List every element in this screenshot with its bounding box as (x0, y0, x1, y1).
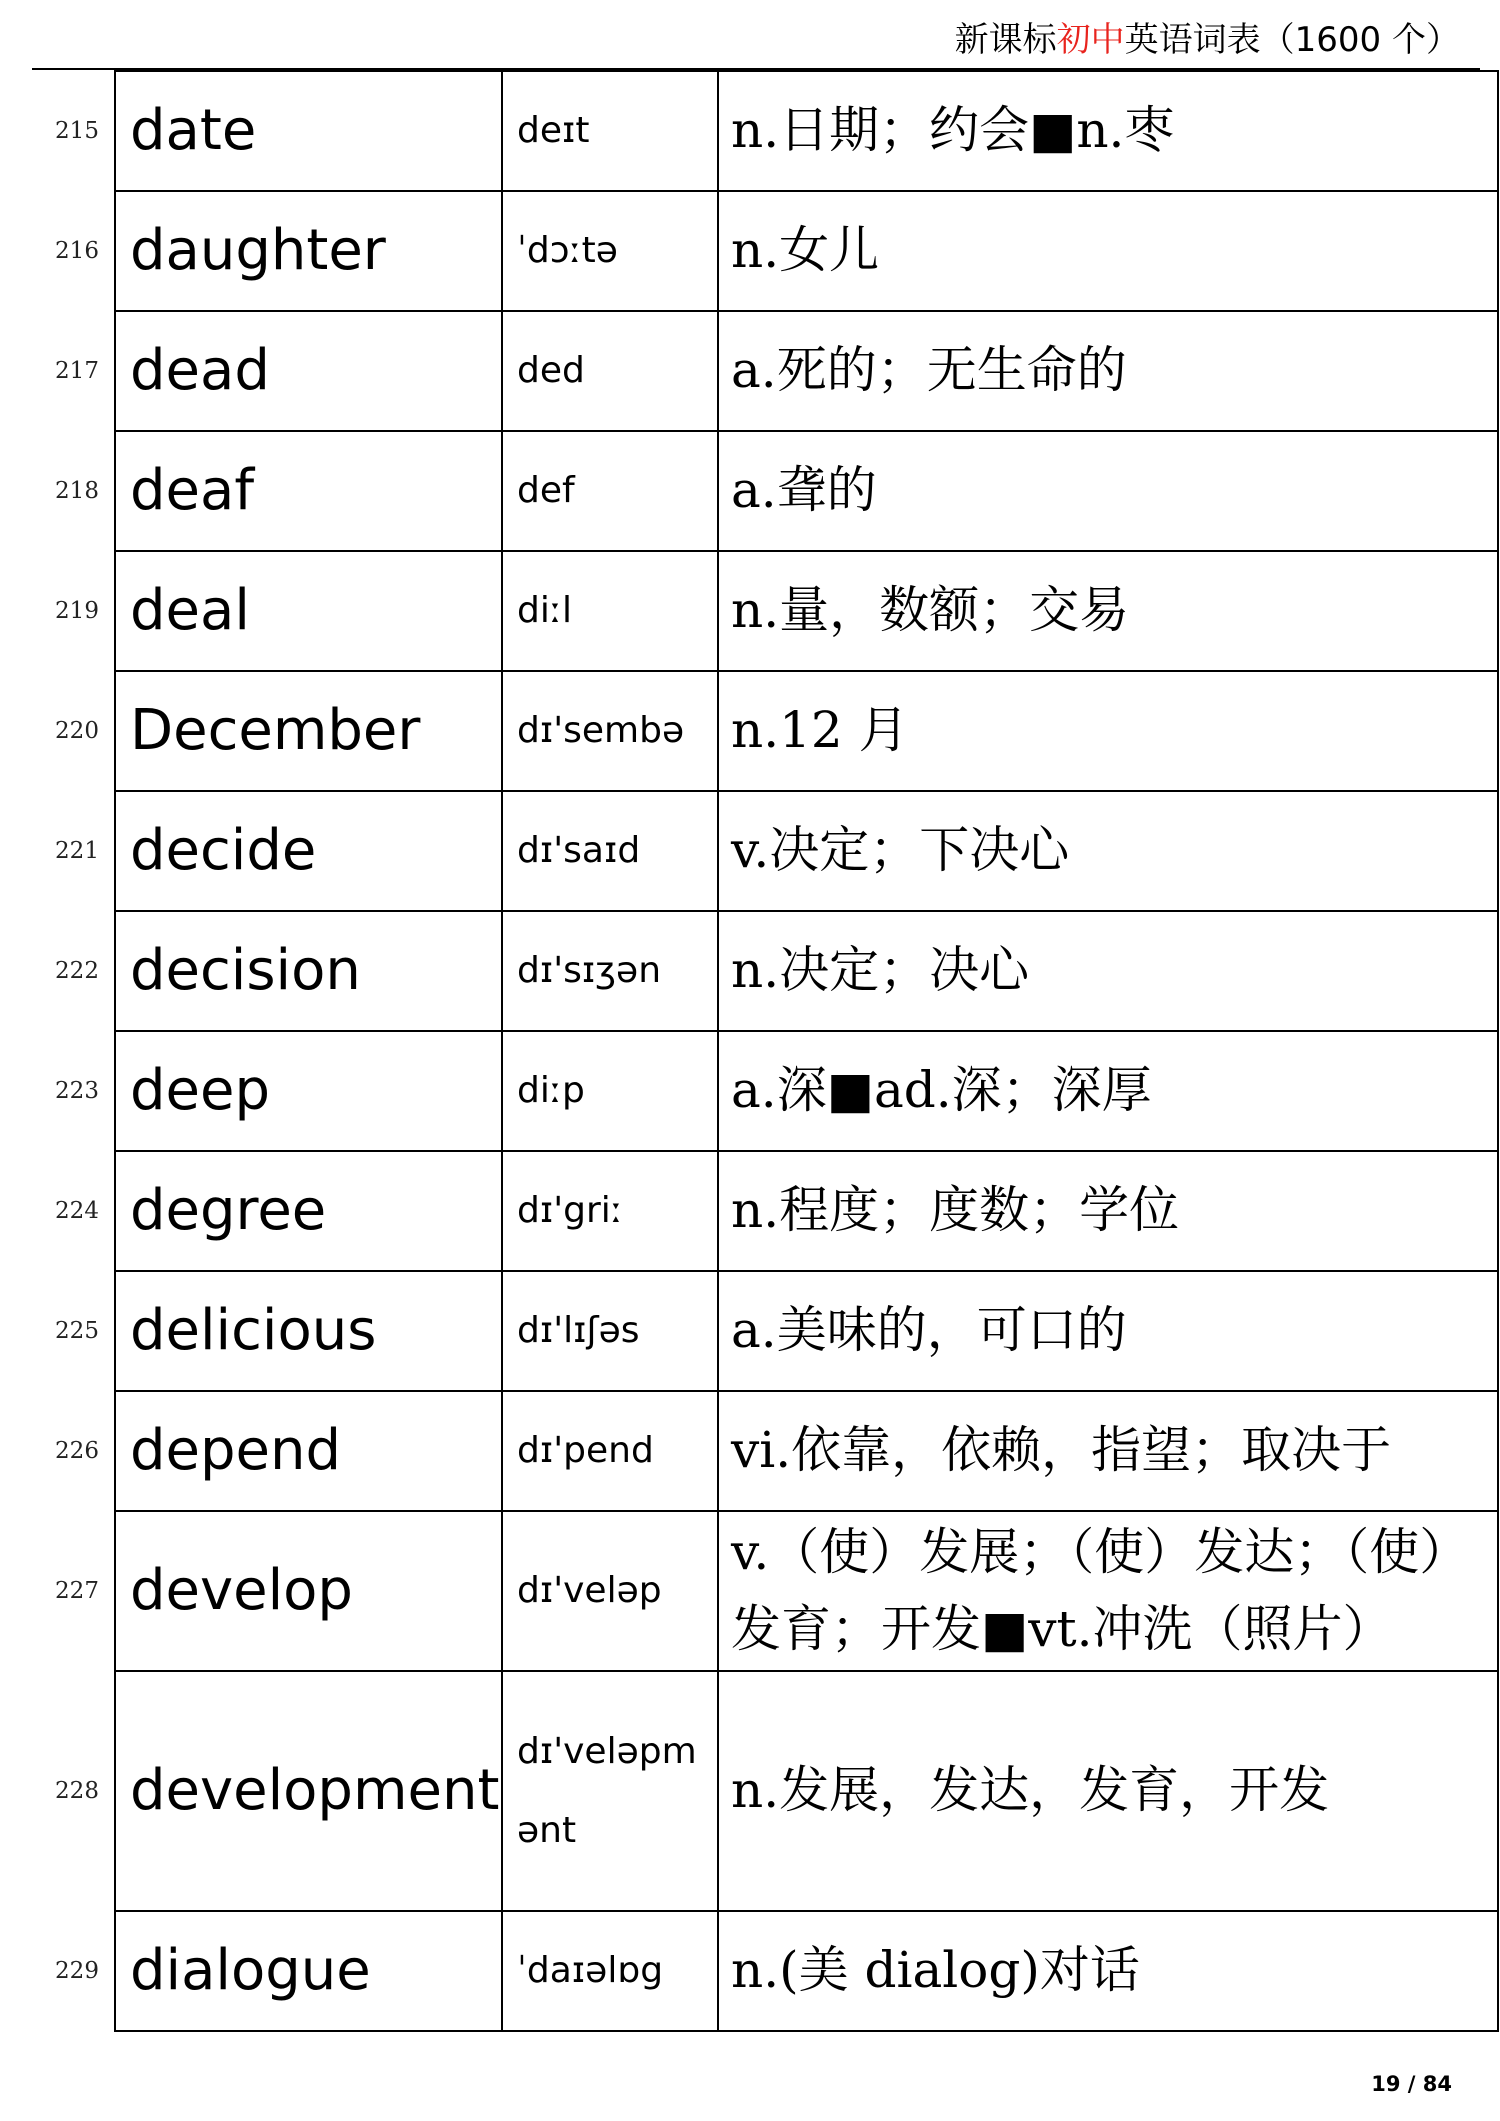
row-number: 221 (55, 838, 99, 864)
row-number: 225 (55, 1318, 99, 1344)
word-cell: dialogue (115, 1911, 502, 2031)
word-cell: decision (115, 911, 502, 1031)
table-row (115, 431, 1498, 551)
table-row (115, 71, 1498, 191)
row-number: 223 (55, 1078, 99, 1104)
definition-cell: a.美味的，可口的 (718, 1271, 1498, 1391)
phonetic-cell: dɪ'griː (502, 1151, 718, 1271)
row-number: 224 (55, 1198, 99, 1224)
table-row (115, 1671, 1498, 1911)
row-number: 226 (55, 1438, 99, 1464)
row-number: 216 (55, 238, 99, 264)
row-number: 229 (55, 1958, 99, 1984)
definition-cell: n.发展，发达，发育，开发 (718, 1671, 1498, 1911)
phonetic-cell: def (502, 431, 718, 551)
definition-cell: n.日期；约会■n.枣 (718, 71, 1498, 191)
row-number: 218 (55, 478, 99, 504)
phonetic-cell: dɪ'veləp (502, 1511, 718, 1671)
table-row (115, 1031, 1498, 1151)
table-row (115, 1391, 1498, 1511)
word-cell: develop (115, 1511, 502, 1671)
table-row (115, 311, 1498, 431)
word-cell: deal (115, 551, 502, 671)
word-cell: decide (115, 791, 502, 911)
phonetic-cell: deɪt (502, 71, 718, 191)
phonetic-cell: ded (502, 311, 718, 431)
word-cell: deaf (115, 431, 502, 551)
definition-cell: n.决定；决心 (718, 911, 1498, 1031)
row-number: 228 (55, 1778, 99, 1804)
phonetic-cell: dɪ'veləpmənt (502, 1671, 718, 1911)
word-cell: development (115, 1671, 502, 1911)
word-cell: dead (115, 311, 502, 431)
table-row (115, 911, 1498, 1031)
table-row (115, 191, 1498, 311)
phonetic-cell: dɪ'saɪd (502, 791, 718, 911)
row-number: 219 (55, 598, 99, 624)
row-number: 217 (55, 358, 99, 384)
table-row (115, 671, 1498, 791)
phonetic-cell: ˈdaɪəlɒg (502, 1911, 718, 2031)
page-header (955, 12, 1460, 61)
phonetic-cell: diːp (502, 1031, 718, 1151)
definition-cell: n.12 月 (718, 671, 1498, 791)
page-number: 19 / 84 (1371, 2072, 1452, 2096)
phonetic-cell: diːl (502, 551, 718, 671)
phonetic-cell: ˈdɔːtə (502, 191, 718, 311)
word-cell: depend (115, 1391, 502, 1511)
table-row (115, 1271, 1498, 1391)
word-cell: December (115, 671, 502, 791)
word-cell: daughter (115, 191, 502, 311)
definition-cell: n.(美 dialog)对话 (718, 1911, 1498, 2031)
phonetic-cell: dɪ'pend (502, 1391, 718, 1511)
definition-cell: a.死的；无生命的 (718, 311, 1498, 431)
row-number: 215 (55, 118, 99, 144)
table-row (115, 791, 1498, 911)
row-number: 222 (55, 958, 99, 984)
table-row (115, 1511, 1498, 1671)
definition-cell: n.量，数额；交易 (718, 551, 1498, 671)
table-row (115, 1151, 1498, 1271)
definition-cell: vi.依靠，依赖，指望；取决于 (718, 1391, 1498, 1511)
row-number: 227 (55, 1578, 99, 1604)
table-row (115, 551, 1498, 671)
header-prefix: 新课标 (954, 20, 1057, 60)
definition-cell: n.女儿 (718, 191, 1498, 311)
word-cell: degree (115, 1151, 502, 1271)
header-suffix: 英语词表（1600 个） (1124, 20, 1460, 60)
phonetic-cell: dɪ'sembə (502, 671, 718, 791)
table-row (115, 1911, 1498, 2031)
header-highlight: 初中 (1056, 20, 1125, 60)
phonetic-cell: dɪ'sɪʒən (502, 911, 718, 1031)
word-cell: deep (115, 1031, 502, 1151)
phonetic-cell: dɪ'lɪʃəs (502, 1271, 718, 1391)
definition-cell: a.深■ad.深；深厚 (718, 1031, 1498, 1151)
vocabulary-table (114, 70, 1499, 2032)
word-cell: date (115, 71, 502, 191)
row-number: 220 (55, 718, 99, 744)
definition-cell: v.（使）发展；（使）发达；（使）发育；开发■vt.冲洗（照片） (718, 1511, 1498, 1671)
definition-cell: a.聋的 (718, 431, 1498, 551)
definition-cell: v.决定；下决心 (718, 791, 1498, 911)
definition-cell: n.程度；度数；学位 (718, 1151, 1498, 1271)
word-cell: delicious (115, 1271, 502, 1391)
